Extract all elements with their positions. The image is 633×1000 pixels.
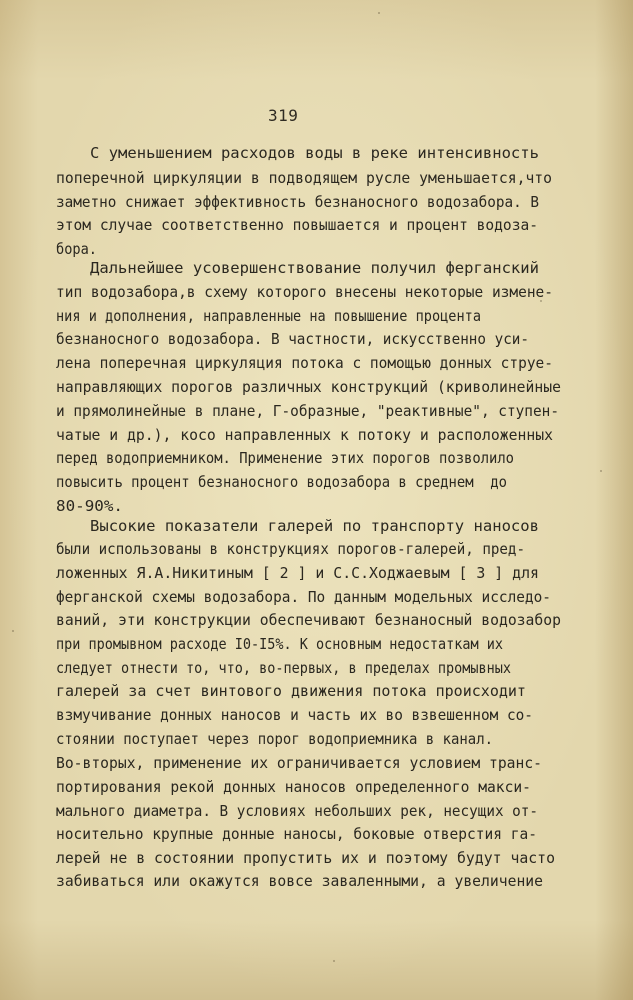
text-line: лерей не в состоянии пропустить их и поэтому будут часто <box>56 849 556 867</box>
text-line: поперечной циркуляции в подводящем русле уменьшается,что <box>56 169 553 187</box>
text-line: повысить процент безнаносного водозабора в среднем до <box>56 473 507 491</box>
text-line: забиваться или окажутся вовсе заваленными, а увеличение <box>56 872 544 890</box>
text-line: ложенных Я.А.Никитиным [ 2 ] и С.С.Ходжаевым [ 3 ] для <box>56 564 539 582</box>
text-line: ния и дополнения, направленные на повышение процента <box>56 307 481 325</box>
text-line: лена поперечная циркуляция потока с помощью донных струе- <box>56 354 554 372</box>
text-line: галерей за счет винтового движения потока происходит <box>56 682 526 700</box>
text-line: Во-вторых, применение их ограничивается условием транс- <box>56 754 543 772</box>
text-line: и прямолинейные в плане, Г-образные, "реактивные", ступен- <box>56 402 560 420</box>
text-line: носительно крупные донные наносы, боковые отверстия га- <box>56 825 538 843</box>
text-line: заметно снижает эффективность безнаносного водозабора. В <box>56 193 539 211</box>
text-line: были использованы в конструкциях порогов-галерей, пред- <box>56 540 525 558</box>
text-line: С уменьшением расходов воды в реке интенсивность <box>90 144 540 162</box>
text-line: 80-90%. <box>56 497 123 515</box>
text-line: Дальнейшее усовершенствование получил ферганский <box>90 259 540 277</box>
text-line: Высокие показатели галерей по транспорту наносов <box>90 517 540 535</box>
text-line: взмучивание донных наносов и часть их во взвешенном со- <box>56 706 533 724</box>
text-line: этом случае соответственно повышается и процент водоза- <box>56 216 539 234</box>
text-line: тип водозабора,в схему которого внесены некоторые измене- <box>56 283 554 301</box>
text-line: направляющих порогов различных конструкций (криволинейные <box>56 378 561 396</box>
text-line: чатые и др.), косо направленных к потоку и расположенных <box>56 426 553 444</box>
text-line: при промывном расходе I0-I5%. К основным недостаткам их <box>56 635 503 653</box>
page-number: 319 <box>268 106 299 125</box>
text-line: мального диаметра. В условиях небольших рек, несущих от- <box>56 802 539 820</box>
text-line: бора. <box>56 240 98 258</box>
text-line: ферганской схемы водозабора. По данным модельных исследо- <box>56 588 551 606</box>
text-line: ваний, эти конструкции обеспечивают безнаносный водозабор <box>56 611 561 629</box>
text-line: безнаносного водозабора. В частности, искусственно уси- <box>56 330 530 348</box>
text-line: перед водоприемником. Применение этих порогов позволило <box>56 449 515 467</box>
text-line: следует отнести то, что, во-первых, в пределах промывных <box>56 659 512 677</box>
text-line: портирования рекой донных наносов определенного макси- <box>56 778 531 796</box>
text-line: стоянии поступает через порог водоприемника в канал. <box>56 730 494 748</box>
